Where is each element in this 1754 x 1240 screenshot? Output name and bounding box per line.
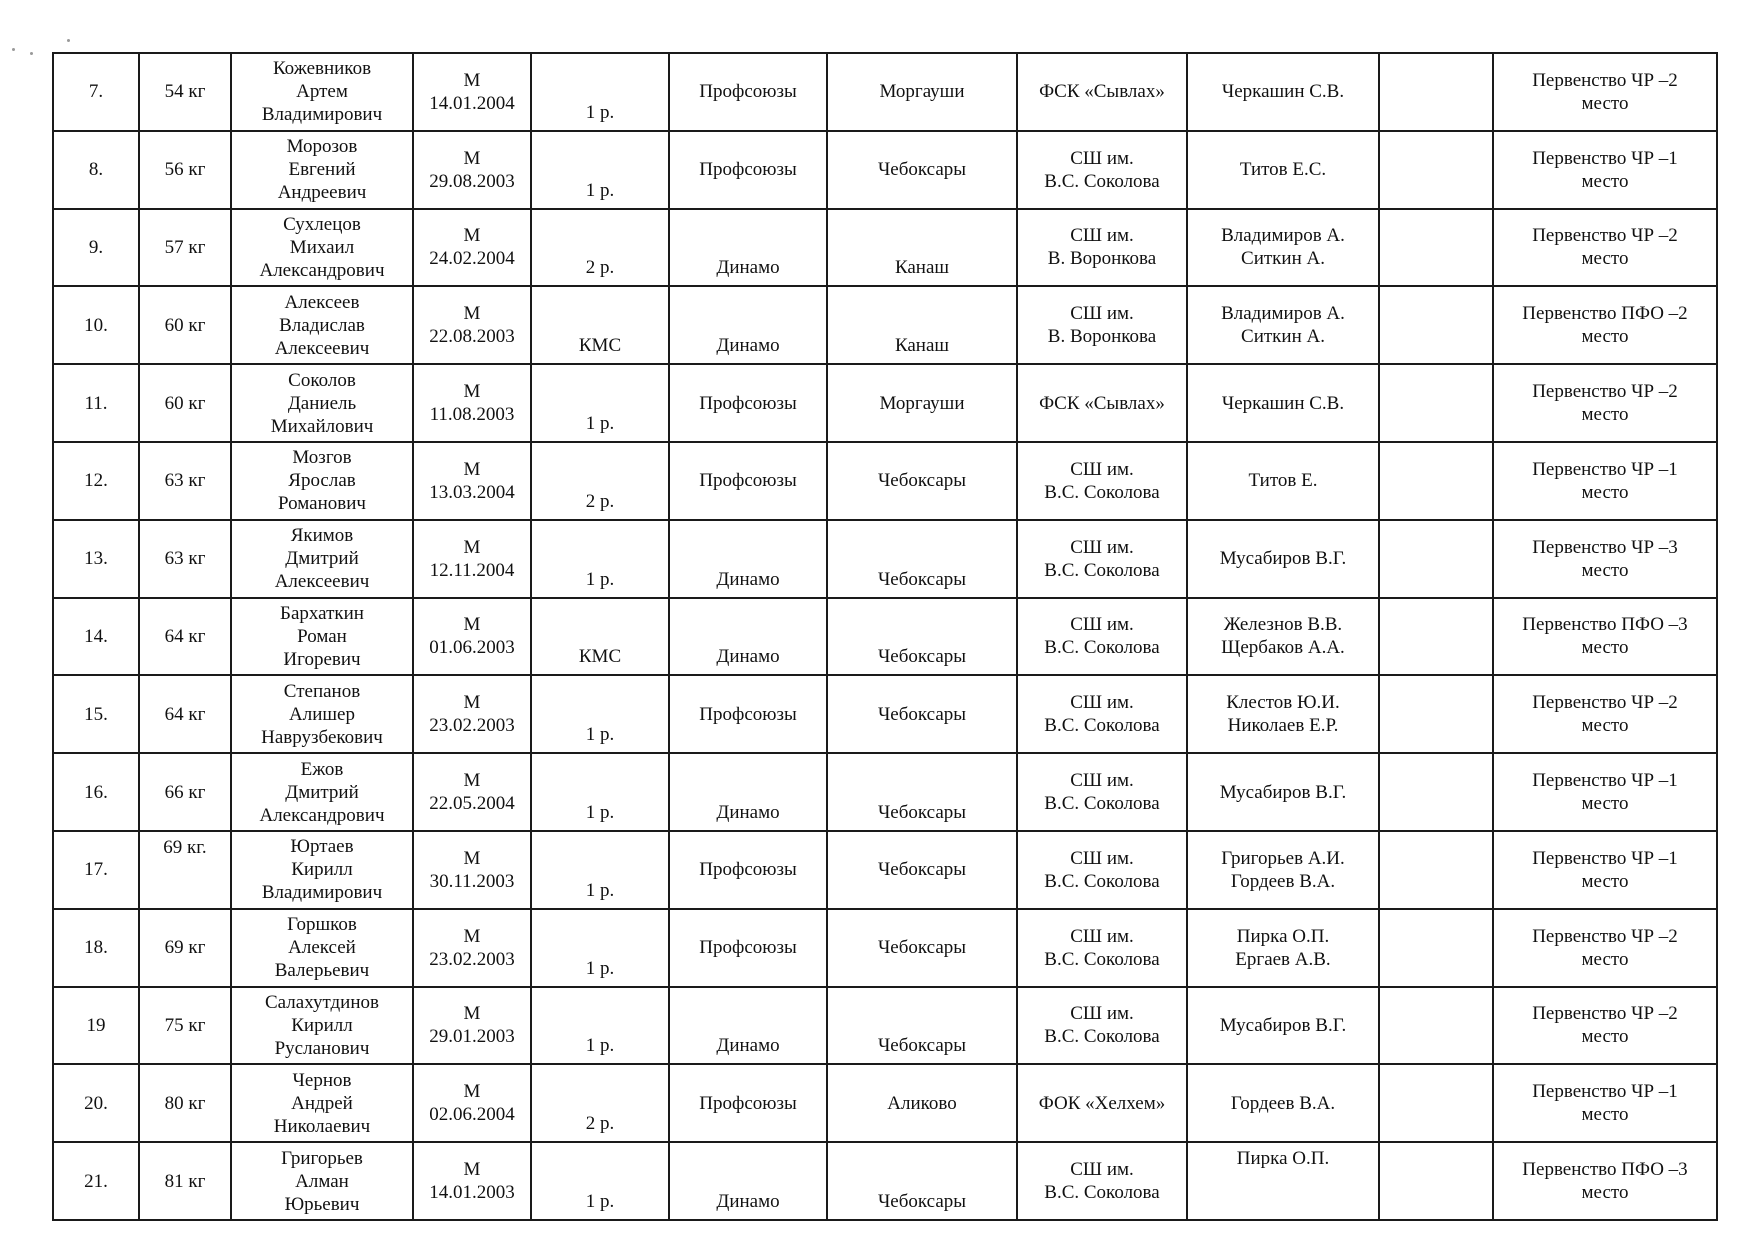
sport-society: Динамо xyxy=(669,520,827,598)
coach-line: Мусабиров В.Г. xyxy=(1219,781,1347,803)
sport-school xyxy=(1017,598,1187,676)
sport-school-line: СШ им. xyxy=(1070,225,1134,247)
sport-school-line: В.С. Соколова xyxy=(1044,715,1160,737)
city: Аликово xyxy=(827,1064,1017,1142)
table-row xyxy=(53,1064,1717,1142)
row-number: 15. xyxy=(53,675,139,753)
row-number: 14. xyxy=(53,598,139,676)
athlete-name: Григорьев Алман Юрьевич xyxy=(231,1142,413,1220)
sport-school-line: СШ им. xyxy=(1070,614,1134,636)
athletes-table-container xyxy=(52,52,1716,1221)
athlete-name: Горшков Алексей Валерьевич xyxy=(231,909,413,987)
sport-rank: КМС xyxy=(531,598,669,676)
table-row xyxy=(53,442,1717,520)
sport-school-line: В. Воронкова xyxy=(1047,326,1157,348)
athlete-name: Юртаев Кирилл Владимирович xyxy=(231,831,413,909)
competition-result: Первенство ПФО –3 место xyxy=(1493,598,1717,676)
extra-cell xyxy=(1379,442,1493,520)
sport-school-line: В.С. Соколова xyxy=(1044,870,1160,892)
row-number: 21. xyxy=(53,1142,139,1220)
row-number: 16. xyxy=(53,753,139,831)
sport-society: Динамо xyxy=(669,1142,827,1220)
coach-line: Клестов Ю.И. xyxy=(1226,692,1340,714)
extra-cell xyxy=(1379,675,1493,753)
row-number: 17. xyxy=(53,831,139,909)
sport-society: Профсоюзы xyxy=(669,909,827,987)
athlete-name: Якимов Дмитрий Алексеевич xyxy=(231,520,413,598)
athlete-name: Бархаткин Роман Игоревич xyxy=(231,598,413,676)
gender-birthdate: М 29.08.2003 xyxy=(413,131,531,209)
athletes-table-body xyxy=(53,53,1717,1220)
sport-school xyxy=(1017,209,1187,287)
row-number: 20. xyxy=(53,1064,139,1142)
competition-result: Первенство ЧР –2 место xyxy=(1493,987,1717,1065)
sport-school-line: В.С. Соколова xyxy=(1044,559,1160,581)
weight-category: 66 кг xyxy=(139,753,231,831)
athletes-table xyxy=(52,52,1718,1221)
sport-rank: 1 р. xyxy=(531,364,669,442)
sport-society: Профсоюзы xyxy=(669,442,827,520)
extra-cell xyxy=(1379,520,1493,598)
city: Чебоксары xyxy=(827,520,1017,598)
gender-birthdate: М 13.03.2004 xyxy=(413,442,531,520)
extra-cell xyxy=(1379,286,1493,364)
gender-birthdate: М 22.08.2003 xyxy=(413,286,531,364)
table-row xyxy=(53,520,1717,598)
table-row xyxy=(53,909,1717,987)
athlete-name: Алексеев Владислав Алексеевич xyxy=(231,286,413,364)
sport-society: Профсоюзы xyxy=(669,364,827,442)
coach-line: Ергаев А.В. xyxy=(1235,948,1331,970)
weight-category: 81 кг xyxy=(139,1142,231,1220)
coach-line: Гордеев В.А. xyxy=(1230,1092,1336,1114)
sport-school-line: ФСК «Сывлах» xyxy=(1039,392,1165,414)
athlete-name: Ежов Дмитрий Александрович xyxy=(231,753,413,831)
coach-line: Ситкин А. xyxy=(1241,248,1325,270)
gender-birthdate: М 14.01.2004 xyxy=(413,53,531,131)
sport-school-line: СШ им. xyxy=(1070,1159,1134,1181)
coach xyxy=(1187,909,1379,987)
coach xyxy=(1187,286,1379,364)
sport-school xyxy=(1017,442,1187,520)
sport-school xyxy=(1017,53,1187,131)
coach-line: Титов Е. xyxy=(1248,470,1318,492)
coach-line: Николаев Е.Р. xyxy=(1227,715,1339,737)
coach xyxy=(1187,1064,1379,1142)
sport-rank: 1 р. xyxy=(531,53,669,131)
sport-rank: 2 р. xyxy=(531,442,669,520)
coach-line: Мусабиров В.Г. xyxy=(1219,1014,1347,1036)
sport-school-line: В.С. Соколова xyxy=(1044,948,1160,970)
extra-cell xyxy=(1379,209,1493,287)
extra-cell xyxy=(1379,364,1493,442)
sport-rank: КМС xyxy=(531,286,669,364)
sport-school-line: СШ им. xyxy=(1070,458,1134,480)
table-row xyxy=(53,131,1717,209)
city: Чебоксары xyxy=(827,598,1017,676)
coach xyxy=(1187,131,1379,209)
competition-result: Первенство ЧР –1 место xyxy=(1493,831,1717,909)
extra-cell xyxy=(1379,909,1493,987)
gender-birthdate: М 02.06.2004 xyxy=(413,1064,531,1142)
sport-society: Динамо xyxy=(669,209,827,287)
table-row xyxy=(53,831,1717,909)
competition-result: Первенство ЧР –2 место xyxy=(1493,675,1717,753)
gender-birthdate: М 12.11.2004 xyxy=(413,520,531,598)
table-row xyxy=(53,53,1717,131)
sport-school xyxy=(1017,987,1187,1065)
sport-school-line: В.С. Соколова xyxy=(1044,793,1160,815)
coach xyxy=(1187,675,1379,753)
extra-cell xyxy=(1379,753,1493,831)
sport-school-line: СШ им. xyxy=(1070,847,1134,869)
row-number: 13. xyxy=(53,520,139,598)
sport-school-line: ФСК «Сывлах» xyxy=(1039,81,1165,103)
row-number: 19 xyxy=(53,987,139,1065)
sport-rank: 2 р. xyxy=(531,1064,669,1142)
extra-cell xyxy=(1379,53,1493,131)
coach-line: Владимиров А. xyxy=(1221,225,1345,247)
sport-school-line: В.С. Соколова xyxy=(1044,1182,1160,1204)
table-row xyxy=(53,286,1717,364)
city: Чебоксары xyxy=(827,1142,1017,1220)
table-row xyxy=(53,753,1717,831)
sport-school-line: В.С. Соколова xyxy=(1044,1026,1160,1048)
city: Моргауши xyxy=(827,364,1017,442)
coach-line: Щербаков А.А. xyxy=(1221,637,1345,659)
sport-society: Профсоюзы xyxy=(669,53,827,131)
coach-line: Мусабиров В.Г. xyxy=(1219,548,1347,570)
gender-birthdate: М 23.02.2003 xyxy=(413,909,531,987)
weight-category: 64 кг xyxy=(139,598,231,676)
coach xyxy=(1187,442,1379,520)
scan-speck xyxy=(12,48,15,51)
city: Чебоксары xyxy=(827,909,1017,987)
table-row xyxy=(53,987,1717,1065)
sport-school-line: СШ им. xyxy=(1070,770,1134,792)
extra-cell xyxy=(1379,987,1493,1065)
sport-rank: 1 р. xyxy=(531,131,669,209)
row-number: 12. xyxy=(53,442,139,520)
sport-society: Динамо xyxy=(669,987,827,1065)
sport-rank: 1 р. xyxy=(531,1142,669,1220)
competition-result: Первенство ПФО –2 место xyxy=(1493,286,1717,364)
coach-line: Черкашин С.В. xyxy=(1221,81,1345,103)
athlete-name: Чернов Андрей Николаевич xyxy=(231,1064,413,1142)
coach-line: Пирка О.П. xyxy=(1236,1148,1330,1170)
row-number: 10. xyxy=(53,286,139,364)
weight-category: 80 кг xyxy=(139,1064,231,1142)
sport-society: Динамо xyxy=(669,286,827,364)
sport-school xyxy=(1017,753,1187,831)
extra-cell xyxy=(1379,598,1493,676)
coach-line: Гордеев В.А. xyxy=(1230,870,1336,892)
sport-school-line: СШ им. xyxy=(1070,536,1134,558)
athlete-name: Сухлецов Михаил Александрович xyxy=(231,209,413,287)
sport-school-line: СШ им. xyxy=(1070,692,1134,714)
sport-rank: 2 р. xyxy=(531,209,669,287)
coach-line: Железнов В.В. xyxy=(1223,614,1343,636)
table-row xyxy=(53,598,1717,676)
competition-result: Первенство ЧР –2 место xyxy=(1493,53,1717,131)
coach-line: Владимиров А. xyxy=(1221,303,1345,325)
coach-line: Ситкин А. xyxy=(1241,326,1325,348)
sport-school xyxy=(1017,286,1187,364)
coach xyxy=(1187,831,1379,909)
coach xyxy=(1187,598,1379,676)
table-row xyxy=(53,209,1717,287)
competition-result: Первенство ЧР –1 место xyxy=(1493,131,1717,209)
row-number: 9. xyxy=(53,209,139,287)
coach-line: Григорьев А.И. xyxy=(1221,847,1345,869)
row-number: 18. xyxy=(53,909,139,987)
city: Чебоксары xyxy=(827,831,1017,909)
sport-society: Динамо xyxy=(669,753,827,831)
weight-category: 56 кг xyxy=(139,131,231,209)
weight-category: 69 кг. xyxy=(139,831,231,909)
competition-result: Первенство ЧР –1 место xyxy=(1493,442,1717,520)
athlete-name: Соколов Даниель Михайлович xyxy=(231,364,413,442)
sport-school-line: СШ им. xyxy=(1070,1003,1134,1025)
coach xyxy=(1187,364,1379,442)
weight-category: 60 кг xyxy=(139,364,231,442)
city: Чебоксары xyxy=(827,675,1017,753)
weight-category: 57 кг xyxy=(139,209,231,287)
coach-line: Пирка О.П. xyxy=(1236,925,1330,947)
row-number: 11. xyxy=(53,364,139,442)
city: Чебоксары xyxy=(827,131,1017,209)
gender-birthdate: М 14.01.2003 xyxy=(413,1142,531,1220)
sport-school xyxy=(1017,131,1187,209)
weight-category: 64 кг xyxy=(139,675,231,753)
sport-school-line: СШ им. xyxy=(1070,925,1134,947)
row-number: 7. xyxy=(53,53,139,131)
sport-society: Динамо xyxy=(669,598,827,676)
sport-school-line: В.С. Соколова xyxy=(1044,170,1160,192)
athlete-name: Степанов Алишер Наврузбекович xyxy=(231,675,413,753)
extra-cell xyxy=(1379,831,1493,909)
competition-result: Первенство ЧР –2 место xyxy=(1493,364,1717,442)
table-row xyxy=(53,364,1717,442)
gender-birthdate: М 29.01.2003 xyxy=(413,987,531,1065)
athlete-name: Салахутдинов Кирилл Русланович xyxy=(231,987,413,1065)
coach xyxy=(1187,753,1379,831)
weight-category: 60 кг xyxy=(139,286,231,364)
city: Чебоксары xyxy=(827,987,1017,1065)
athlete-name: Морозов Евгений Андреевич xyxy=(231,131,413,209)
gender-birthdate: М 11.08.2003 xyxy=(413,364,531,442)
city: Чебоксары xyxy=(827,442,1017,520)
sport-rank: 1 р. xyxy=(531,831,669,909)
weight-category: 69 кг xyxy=(139,909,231,987)
sport-school-line: В.С. Соколова xyxy=(1044,481,1160,503)
sport-rank: 1 р. xyxy=(531,675,669,753)
athlete-name: Мозгов Ярослав Романович xyxy=(231,442,413,520)
sport-school xyxy=(1017,364,1187,442)
coach xyxy=(1187,520,1379,598)
gender-birthdate: М 22.05.2004 xyxy=(413,753,531,831)
sport-society: Профсоюзы xyxy=(669,675,827,753)
extra-cell xyxy=(1379,131,1493,209)
weight-category: 54 кг xyxy=(139,53,231,131)
gender-birthdate: М 23.02.2003 xyxy=(413,675,531,753)
competition-result: Первенство ЧР –2 место xyxy=(1493,209,1717,287)
competition-result: Первенство ЧР –2 место xyxy=(1493,909,1717,987)
sport-school xyxy=(1017,520,1187,598)
city: Моргауши xyxy=(827,53,1017,131)
scan-speck xyxy=(67,39,70,42)
sport-society: Профсоюзы xyxy=(669,831,827,909)
city: Канаш xyxy=(827,209,1017,287)
weight-category: 75 кг xyxy=(139,987,231,1065)
sport-school-line: СШ им. xyxy=(1070,147,1134,169)
sport-school-line: СШ им. xyxy=(1070,303,1134,325)
sport-school xyxy=(1017,1142,1187,1220)
sport-society: Профсоюзы xyxy=(669,131,827,209)
city: Канаш xyxy=(827,286,1017,364)
table-row xyxy=(53,675,1717,753)
sport-school xyxy=(1017,831,1187,909)
competition-result: Первенство ЧР –1 место xyxy=(1493,753,1717,831)
sport-school-line: В. Воронкова xyxy=(1047,248,1157,270)
gender-birthdate: М 01.06.2003 xyxy=(413,598,531,676)
sport-school-line: ФОК «Хелхем» xyxy=(1038,1092,1166,1114)
coach xyxy=(1187,1142,1379,1220)
coach-line: Черкашин С.В. xyxy=(1221,392,1345,414)
sport-rank: 1 р. xyxy=(531,520,669,598)
extra-cell xyxy=(1379,1142,1493,1220)
competition-result: Первенство ПФО –3 место xyxy=(1493,1142,1717,1220)
coach xyxy=(1187,53,1379,131)
competition-result: Первенство ЧР –3 место xyxy=(1493,520,1717,598)
sport-school-line: В.С. Соколова xyxy=(1044,637,1160,659)
coach xyxy=(1187,209,1379,287)
coach xyxy=(1187,987,1379,1065)
gender-birthdate: М 24.02.2004 xyxy=(413,209,531,287)
competition-result: Первенство ЧР –1 место xyxy=(1493,1064,1717,1142)
coach-line: Титов Е.С. xyxy=(1239,159,1327,181)
weight-category: 63 кг xyxy=(139,520,231,598)
sport-rank: 1 р. xyxy=(531,909,669,987)
sport-rank: 1 р. xyxy=(531,987,669,1065)
table-row xyxy=(53,1142,1717,1220)
gender-birthdate: М 30.11.2003 xyxy=(413,831,531,909)
row-number: 8. xyxy=(53,131,139,209)
sport-school xyxy=(1017,675,1187,753)
sport-rank: 1 р. xyxy=(531,753,669,831)
scan-speck xyxy=(30,52,33,55)
sport-school xyxy=(1017,909,1187,987)
sport-school xyxy=(1017,1064,1187,1142)
sport-society: Профсоюзы xyxy=(669,1064,827,1142)
extra-cell xyxy=(1379,1064,1493,1142)
weight-category: 63 кг xyxy=(139,442,231,520)
city: Чебоксары xyxy=(827,753,1017,831)
athlete-name: Кожевников Артем Владимирович xyxy=(231,53,413,131)
